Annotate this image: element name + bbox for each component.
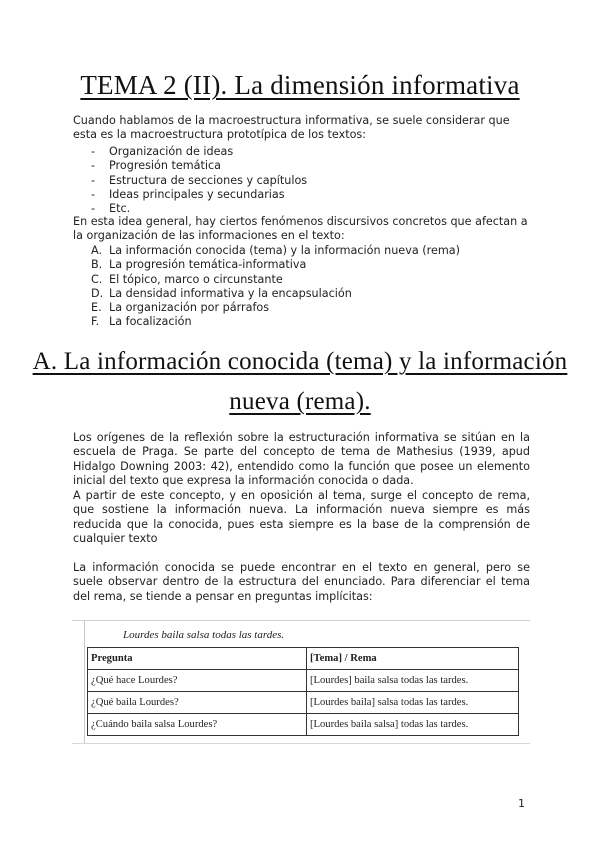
list-marker: A.	[91, 244, 103, 257]
list-item-text: La progresión temática-informativa	[109, 258, 307, 272]
body-paragraph: A partir de este concepto, y en oposición al tema, surge el concepto de rema, que sostiene la información nueva. La información nueva siempre es más reducida que la conocida, pues esta siempre es la base de la comprensión de cualquier texto	[73, 489, 530, 546]
list-item: - Estructura de secciones y capítulos	[91, 174, 307, 188]
table-cell: ¿Qué baila Lourdes?	[88, 692, 307, 714]
table-row	[88, 670, 519, 692]
figure-border	[84, 621, 85, 743]
table-row	[88, 692, 519, 714]
theme-rheme-table	[87, 647, 519, 736]
figure-border	[72, 620, 530, 621]
column-header: Pregunta	[88, 648, 307, 670]
body-paragraph: La información conocida se puede encontrar en el texto en general, pero se suele observar dentro de la estructura del enunciado. Para diferenciar el tema del rema, se tiende a pensar en preguntas implícitas:	[73, 561, 530, 603]
list-item-text: El tópico, marco o circunstante	[109, 272, 283, 286]
list-item-text: La organización por párrafos	[109, 301, 270, 315]
list-marker: D.	[91, 286, 104, 300]
list-item: - Etc.	[91, 202, 307, 216]
list-item-text: La información conocida (tema) y la información nueva (rema)	[109, 244, 460, 257]
section-heading-continued: nueva (rema).	[229, 388, 371, 415]
list-item	[91, 258, 460, 272]
list-item	[91, 244, 460, 258]
intro-paragraph: Cuando hablamos de la macroestructura informativa, se suele considerar que esta es la macroestructura prototípica de los textos:	[73, 114, 510, 142]
list-item-text: La densidad informativa y la encapsulación	[109, 286, 352, 300]
features-list	[91, 145, 307, 216]
list-item	[91, 301, 460, 315]
list-marker: B.	[91, 258, 103, 272]
list-item: - Ideas principales y secundarias	[91, 188, 307, 202]
list-item	[91, 273, 460, 287]
list-item-text: La focalización	[109, 315, 192, 329]
section-heading: A. La información conocida (tema) y la información	[32, 348, 568, 375]
figure-border	[72, 743, 530, 744]
list-item	[91, 287, 460, 301]
intro-paragraph-2: En esta idea general, hay ciertos fenómenos discursivos concretos que afectan a la organización de las informaciones en el texto:	[73, 215, 528, 243]
table-cell: ¿Qué hace Lourdes?	[88, 670, 307, 692]
list-marker: C.	[91, 272, 103, 286]
page-number: 1	[518, 797, 525, 810]
list-item: - Progresión temática	[91, 159, 307, 173]
list-marker: F.	[91, 315, 100, 329]
column-header: [Tema] / Rema	[307, 648, 519, 670]
table-cell: [Lourdes baila] salsa todas las tardes.	[307, 692, 519, 714]
table-cell: [Lourdes] baila salsa todas las tardes.	[307, 670, 519, 692]
list-marker: E.	[91, 301, 102, 315]
phenomena-list	[91, 244, 460, 330]
table-row	[88, 714, 519, 736]
figure-caption: Lourdes baila salsa todas las tardes.	[123, 629, 285, 641]
body-paragraph: Los orígenes de la reflexión sobre la estructuración informativa se sitúan en la escuela de Praga. Se parte del concepto de tema de Mathesius (1939, apud Hidalgo Downing 2003: 42), entendido como la función que posee un elemento inicial del texto que expresa la información conocida o dada.	[73, 431, 530, 488]
list-item: - Organización de ideas	[91, 145, 307, 159]
table-header-row	[88, 648, 519, 670]
example-figure	[72, 618, 530, 746]
table-cell: [Lourdes baila salsa] todas las tardes.	[307, 714, 519, 736]
list-item	[91, 315, 460, 329]
page-title: TEMA 2 (II). La dimensión informativa	[80, 70, 520, 100]
table-cell: ¿Cuándo baila salsa Lourdes?	[88, 714, 307, 736]
